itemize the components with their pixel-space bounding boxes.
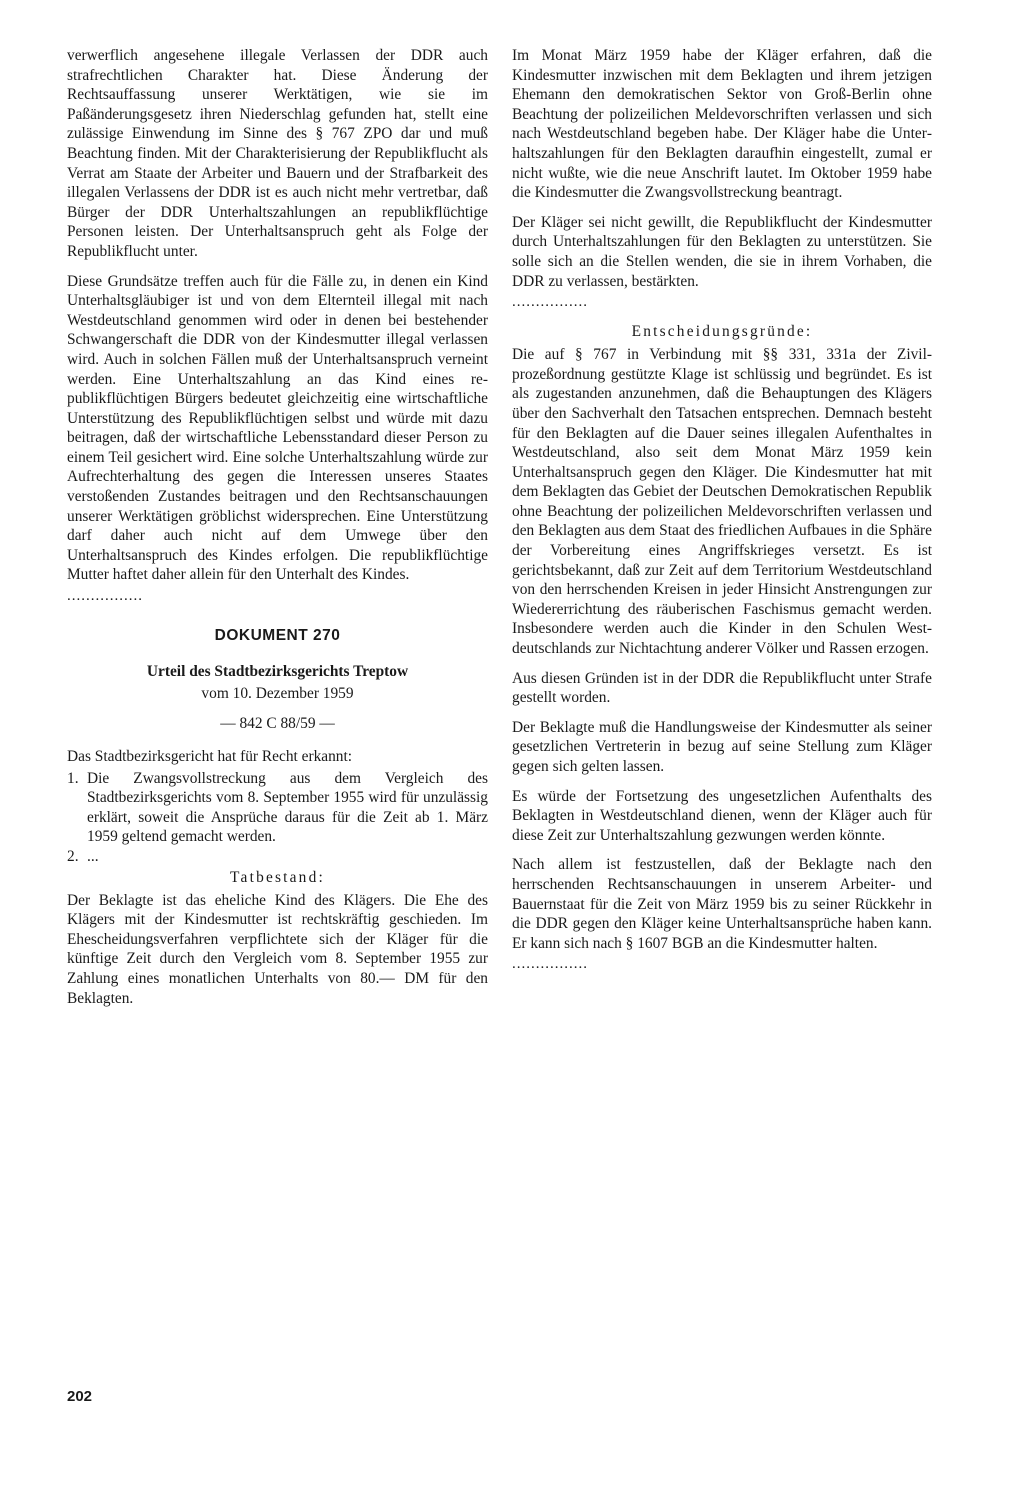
omission-dots: ................ [512, 956, 588, 973]
paragraph: Im Monat März 1959 habe der Kläger erfahren, daß die Kindesmutter inzwischen mit dem Beklagten und ihrem jetzigen Ehemann den demokratischen Sektor von Groß-Berlin ohne Beachtung der polizeilichen Meldevorschriften verlassen und sich nach Westdeutschland begeben habe. Der Kläger habe die Unterhaltszahlungen für den Beklagten daraufhin eingestellt, zumal er nicht wußte, wie die neue Anschrift lautet. Im Oktober 1959 habe die Kindesmutter die Zwangsvollstreckung beantragt. [512, 47, 932, 202]
paragraph: verwerflich angesehene illegale Verlassen der DDR auch strafrechtlichen Charakter hat. Diese Änderung der Rechtsauffassung unserer Werktätigen, wie sie im Paßänderungsgesetz ihren Niederschlag gefunden hat, stellt eine zulässige Einwendung im Sinne des § 767 ZPO dar und muß Beachtung finden. Mit der Charakterisierung der Republikflucht als Verrat am Staate der Arbeiter und Bauern und der Strafbarkeit des illegalen Verlassens der DDR ist es auch nicht mehr vertretbar, daß Bürger der DDR Unterhaltszahlungen an republikflüchtige Personen leisten. Der Unterhaltsanspruch geht als Folge der Republikflucht unter. [67, 47, 488, 260]
paragraph: Der Beklagte ist das eheliche Kind des Klägers. Die Ehe des Klägers mit der Kindesmutter ist rechtskräftig geschieden. Im Ehescheidungsverfahren verpflichtete sich der Kläger für die künftige Zeit durch den Vergleich vom 8. September 1955 zur Zahlung eines monatlichen Unterhalts von 80.— DM für den Beklagten. [67, 891, 488, 1007]
paragraph: Es würde der Fortsetzung des ungesetzlichen Aufenthalts des Beklagten in Westdeutschland dienen, wenn der Kläger auch für diese Zeit zur Unterhaltszahlung gezwungen werden könnte. [512, 787, 932, 844]
document-heading: DOKUMENT 270 [214, 627, 341, 645]
omission-dots: ................ [512, 294, 588, 311]
list-item [67, 847, 488, 867]
section-heading: Tatbestand: [230, 868, 325, 886]
section-heading: Entscheidungsgründe: [631, 323, 813, 341]
page-number: 202 [67, 1388, 93, 1405]
document-reference: — 842 C 88/59 — [220, 715, 335, 733]
list-item-text: Die Zwangsvollstreckung aus dem Vergleich des Stadtbezirksgerichts vom 8. September 1955 wird für unzulässig erklärt, soweit die Ansprüche daraus für die Zeit ab 1. März 1959 geltend gemacht werden. [87, 769, 488, 846]
list-item-number: 2. [67, 848, 79, 865]
list-item [67, 769, 488, 847]
paragraph: Diese Grundsätze treffen auch für die Fälle zu, in denen ein Kind Unterhaltsgläubiger ist und von dem Elternteil illegal mit nach Westdeutschland genommen wird oder in denen bei bestehender Schwangerschaft die DDR von der Kindesmutter illegal verlassen wird. Auch in solchen Fällen muß der Unterhaltsanspruch verneint werden. Eine Unterhaltszahlung an das Kind eines republikflüchtigen Bürgers bedeutet gleichzeitig eine wirtschaftliche Unterstützung des Republikflüchtigen selbst und würde mit dazu beitragen, daß der wirtschaftliche Lebensstandard dieser Person zu einem Teil gesichert wird. Eine solche Unterhaltszahlung würde zur Aufrechterhaltung des gegen die Interessen unseres Staates verstoßenden Zustandes beitragen und den Rechtsanschauungen unserer Werktätigen gröblichst widersprechen. Eine Unterstützung darf daher auch nicht auf dem Umwege über den Unterhaltsanspruch des Kindes erfolgen. Die republikflüchtige Mutter haftet daher allein für den Unterhalt des Kindes. [67, 272, 488, 584]
paragraph: Nach allem ist festzustellen, daß der Beklagte nach den herrschenden Rechtsanschauungen in unserem Arbeiter- und Bauernstaat für die Zeit von März 1959 bis zu seiner Rückkehr in die DDR gegen den Kläger keine Unterhaltsansprüche haben kann. Er kann sich nach § 1607 BGB an die Kindesmutter halten. [512, 856, 932, 952]
document-date: vom 10. Dezember 1959 [201, 685, 354, 703]
left-column [67, 46, 488, 1018]
paragraph: Die auf § 767 in Verbindung mit §§ 331, 331a der Zivilprozeßordnung gestützte Klage ist schlüssig und begründet. Es ist als zugestanden anzunehmen, daß die Behauptungen des Klägers über den Sachverhalt den Tatsachen entsprechen. Demnach besteht für den Beklagten auf die Dauer seines illegalen Aufenthaltes in Westdeutschland, also seit dem Monat März 1959 kein Unterhaltsanspruch gegen den Kläger. Die Kindesmutter hat mit dem Beklagten das Gebiet der Deutschen Demokratischen Republik ohne Beachtung der polizeilichen Meldevorschriften verlassen und den Beklagten aus dem Staat des friedlichen Aufbaues in die Sphäre der Vorbereitung eines Angriffskrieges versetzt. Es ist gerichtsbekannt, daß zur Zeit auf dem Territorium Westdeutschland von den herrschenden Kreisen in jeder Hinsicht Anstrengungen zur Wiedererrichtung des räuberischen Faschismus gemacht werden. Insbesondere werden auch die Kinder in den Schulen Westdeutschlands zur Nichtachtung anderer Völker und Rassen erzogen. [512, 346, 932, 658]
paragraph: Der Kläger sei nicht gewillt, die Republikflucht der Kindesmutter durch Unterhaltszahlungen für den Beklagten zu unterstützen. Sie solle sich an die Stellen wenden, die sie in ihrem Vorhaben, die DDR zu verlassen, bestärkten. [512, 213, 932, 290]
right-column [512, 46, 932, 983]
omission-dots: ................ [67, 588, 143, 605]
list-item-number: 1. [67, 769, 79, 787]
paragraph: Der Beklagte muß die Handlungsweise der Kindesmutter als seiner gesetzlichen Vertreterin in bezug auf seine Stellung zum Kläger gegen sich gelten lassen. [512, 718, 932, 775]
paragraph: Aus diesen Gründen ist in der DDR die Republikflucht unter Strafe gestellt worden. [512, 669, 932, 707]
verdict-intro: Das Stadtbezirksgericht hat für Recht erkannt: [67, 748, 353, 766]
document-title: Urteil des Stadtbezirksgerichts Treptow [146, 663, 409, 681]
verdict-list [67, 769, 488, 867]
list-item-text: ... [87, 848, 99, 865]
